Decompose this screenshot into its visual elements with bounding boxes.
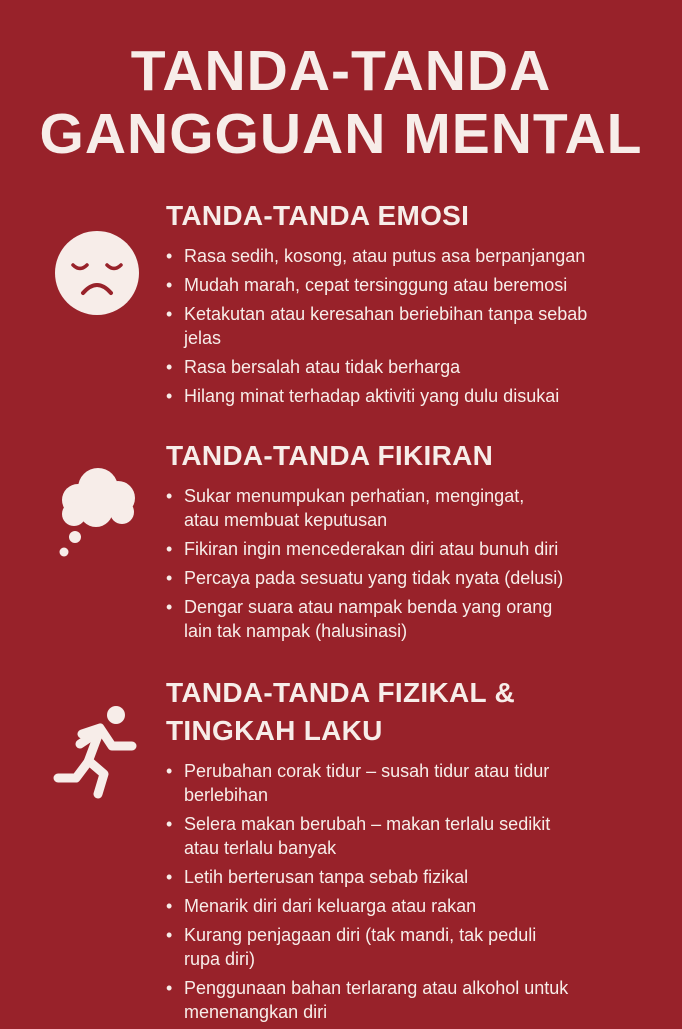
list-item [166, 384, 666, 408]
list-item [166, 595, 666, 643]
list-item-text: • Letih berterusan tanpa sebab fizikal [184, 867, 469, 887]
title-line-2: GANGGUAN MENTAL [39, 102, 643, 166]
list-item-text: • Mudah marah, cepat tersinggung atau beremosi [184, 275, 568, 295]
list-item-text: jelas [184, 328, 222, 348]
list-item-text: rupa diri) [184, 949, 256, 969]
list-item-text: • Perubahan corak tidur – susah tidur atau tidur [184, 761, 550, 781]
list-item-text: • Penggunaan bahan terlarang atau alkohol untuk [184, 978, 569, 998]
list-item-text: • Sukar menumpukan perhatian, mengingat, [184, 486, 525, 506]
heading-line: TANDA-TANDA EMOSI [166, 200, 470, 231]
list-item-text: • Rasa sedih, kosong, atau putus asa berpanjangan [184, 246, 586, 266]
list-item [166, 566, 666, 590]
list-item [166, 484, 666, 532]
fizikal-signs-list [166, 759, 666, 1029]
list-item-text: • Ketakutan atau keresahan beriebihan tanpa sebab [184, 304, 588, 324]
list-item-text: • Dengar suara atau nampak benda yang orang [184, 597, 553, 617]
list-item [166, 976, 666, 1024]
running-person-icon [52, 704, 142, 800]
list-item [166, 273, 666, 297]
title-line-1: TANDA-TANDA [130, 39, 552, 103]
list-item-text: • Percaya pada sesuatu yang tidak nyata (delusi) [184, 568, 564, 588]
list-item-text: berlebihan [184, 785, 269, 805]
list-item [166, 923, 666, 971]
section-heading-fizikal [166, 674, 515, 750]
list-item [166, 812, 666, 860]
list-item-text: lain tak nampak (halusinasi) [184, 621, 408, 641]
list-item-text: • Kurang penjagaan diri (tak mandi, tak peduli [184, 925, 537, 945]
sad-face-icon [55, 231, 139, 315]
list-item-text: • Hilang minat terhadap aktiviti yang dulu disukai [184, 386, 560, 406]
fikiran-signs-list [166, 484, 666, 648]
list-item [166, 355, 666, 379]
list-item [166, 302, 666, 350]
list-item-text: • Selera makan berubah – makan terlalu sedikit [184, 814, 551, 834]
list-item [166, 537, 666, 561]
heading-line: TANDA-TANDA FIKIRAN [166, 440, 494, 471]
section-heading-emosi [166, 197, 469, 235]
list-item-text: atau terlalu banyak [184, 838, 337, 858]
list-item-text: menenangkan diri [184, 1002, 328, 1022]
list-item [166, 759, 666, 807]
list-item [166, 894, 666, 918]
list-item [166, 865, 666, 889]
list-item-text: atau membuat keputusan [184, 510, 388, 530]
heading-line: TINGKAH LAKU [166, 715, 383, 746]
list-item-text: • Rasa bersalah atau tidak berharga [184, 357, 461, 377]
emosi-signs-list [166, 244, 666, 413]
list-item [166, 244, 666, 268]
list-item-text: • Fikiran ingin mencederakan diri atau bunuh diri [184, 539, 559, 559]
heading-line: TANDA-TANDA FIZIKAL & [166, 677, 515, 708]
list-item-text: • Menarik diri dari keluarga atau rakan [184, 896, 477, 916]
section-heading-fikiran [166, 437, 493, 475]
page-title [0, 40, 682, 166]
thought-cloud-icon [56, 466, 140, 558]
